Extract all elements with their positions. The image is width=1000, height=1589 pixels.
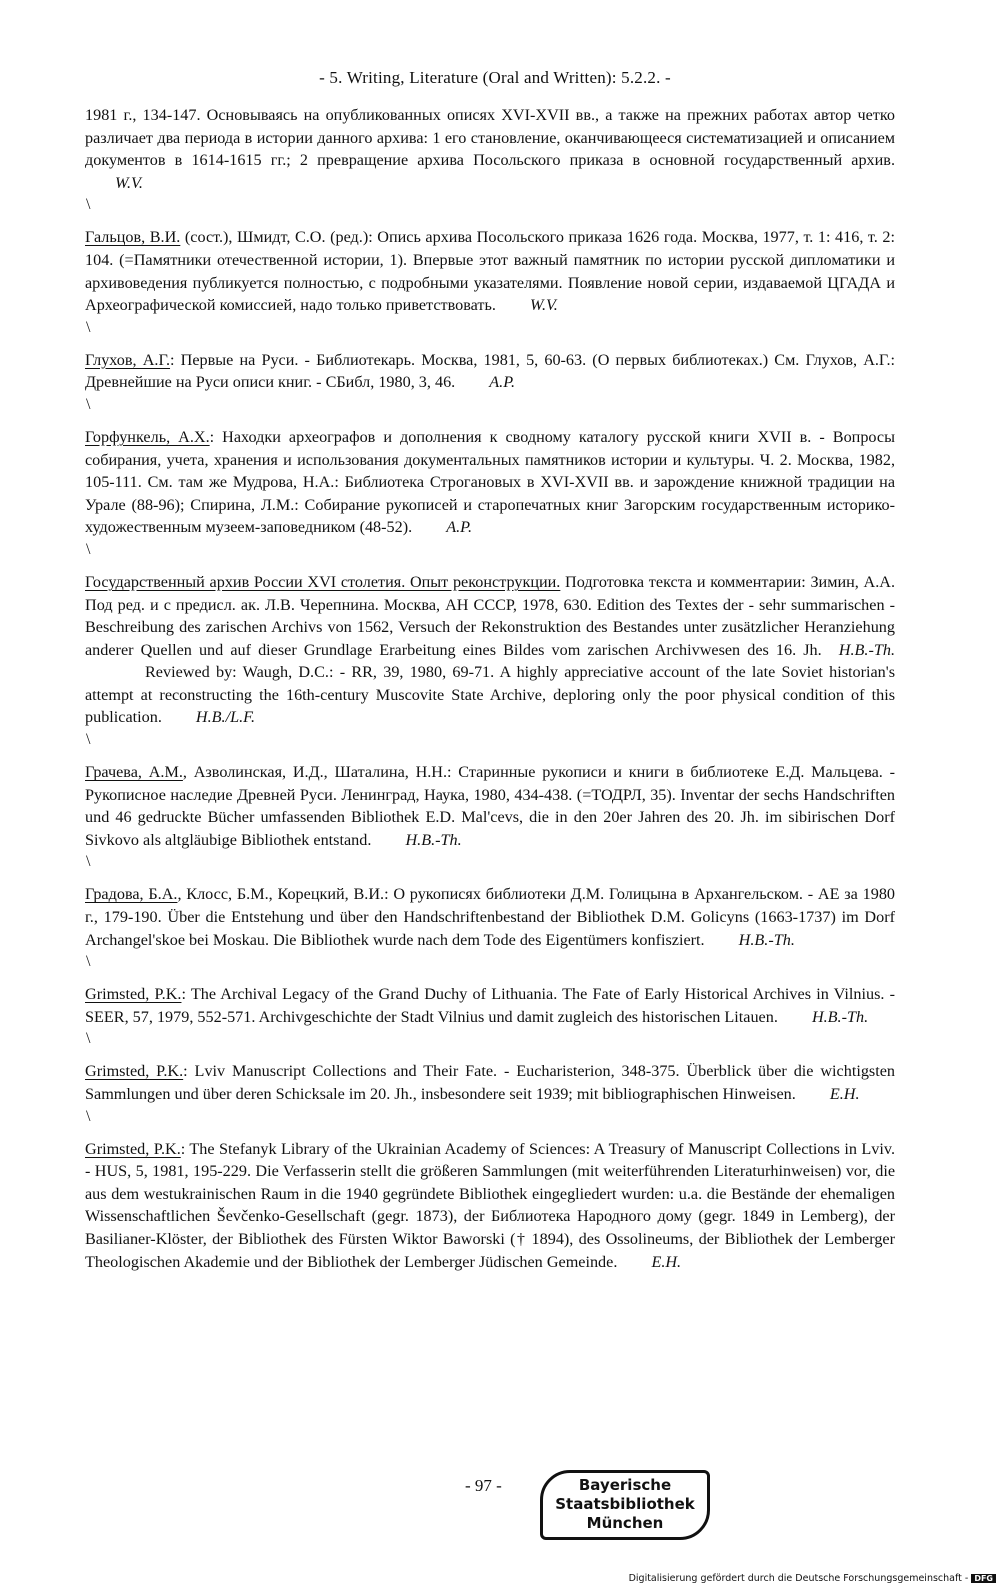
page-body xyxy=(85,68,895,1273)
entry-text: : The Archival Legacy of the Grand Duchy of Lithuania. The Fate of Early Historical Archives in Vilnius. - SEER, 57, 1979, 552-571. Archivgeschichte der Stadt Vilnius und damit zugleich des historischen Litauen. xyxy=(85,985,895,1026)
reviewer-initials: E.H. xyxy=(829,1085,860,1103)
entry-text: : Первые на Руси. - Библиотекарь. Москва, 1981, 5, 60-63. (О первых библиотеках.) См. Глухов, А.Г.: Древнейшие на Руси описи книг. - СБибл, 1980, 3, 46. xyxy=(85,350,896,392)
entry-author: Грачева, А.М. xyxy=(85,763,183,782)
reviewer-initials: H.B.-Th. xyxy=(811,1007,869,1026)
entry-author: Глухов, А.Г. xyxy=(85,350,171,369)
entry-text: Подготовка текста и комментарии: Зимин, А.А. Под ред. и с предисл. ак. Л.В. Черепнина. Москва, АН СССР, 1978, 630. Edition des Textes der - sehr summarischen - Beschreibung des zarischen Archivs von 1562, Versuch der Rekonstruktion des Bestandes unter zusätzlicher Heranziehung anderer Quellen und auf dieser Grundlage Erarbeitung eines Bildes vom zarischen Archivwesen des 16. Jh. xyxy=(85,572,895,659)
entry-separator: \ xyxy=(86,731,91,749)
entry-text: : The Stefanyk Library of the Ukrainian Academy of Sciences: A Treasury of Manuscript Collections in Lviv. - HUS, 5, 1981, 195-229. Die Verfasserin stellt die größeren Sammlungen (mit weiterführenden Literaturhinweisen) vor, die aus dem westukrainischen Raum in die 1940 gegründete Bibliothek eingegliedert wurden: u.a. die Bestände der ehemaligen Wissenschaftlichen Ševčenko-Gesellschaft (gegr. 1873), der Библиотека Народного дому (gegr. 1849 in Lemberg), der Basilianer-Klöster, der Bibliothek des Fürsten Wiktor Baworski († 1894), des Ossolineums, der Bibliothek der Lemberger Theologischen Akademie und der Bibliothek der Lemberger Jüdischen Gemeinde. xyxy=(85,1139,895,1271)
bibliography-entry xyxy=(85,426,895,539)
page-number: - 97 - xyxy=(465,1476,502,1495)
entry-separator: \ xyxy=(86,853,91,871)
entry-text: : Lviv Manuscript Collections and Their Fate. - Eucharisterion, 348-375. Überblick über die wichtigsten Sammlungen und über deren Schicksale im 20. Jh., insbesondere seit 1939; mit bibliographischen Hinweisen. xyxy=(85,1062,895,1103)
bibliography-entry xyxy=(85,226,895,316)
running-head: - 5. Writing, Literature (Oral and Written): 5.2.2. - xyxy=(319,68,671,87)
bibliography-entry xyxy=(85,983,895,1028)
entry-text: 1981 г., 134-147. Основываясь на опубликованных описях XVI-XVII вв., а также на прежних работах автор четко различает два периода в истории данного архива: 1 его становление, оканчивающееся систематизацией и описанием документов в 1614-1615 гг.; 2 превращение архива Посольского приказа в основной государственный архив. xyxy=(85,106,895,170)
entry-separator: \ xyxy=(86,953,91,971)
stamp-line: Bayerische xyxy=(578,1476,672,1494)
bibliography-entry xyxy=(85,104,895,194)
library-stamp xyxy=(540,1470,710,1540)
dfg-logo: DFG xyxy=(971,1574,996,1583)
entry-title: Государственный архив России XVI столетия. Опыт реконструкции. xyxy=(85,572,561,591)
reviewer-initials: W.V. xyxy=(529,296,558,315)
entry-separator: \ xyxy=(86,540,91,558)
reviewer-initials: A.P. xyxy=(489,373,516,392)
digitization-text: Digitalisierung gefördert durch die Deutsche Forschungsgemeinschaft - xyxy=(628,1573,969,1584)
review-initials: H.B./L.F. xyxy=(195,708,255,727)
entry-author: Градова, Б.А. xyxy=(85,885,178,904)
entry-separator: \ xyxy=(86,196,91,214)
reviewer-initials: H.B.-Th. xyxy=(838,640,895,659)
entry-text: : Находки археографов и дополнения к сводному каталогу русской книги XVII в. - Вопросы собирания, учета, хранения и использования документальных памятников истории и культуры. Ч. 2. Москва, 1982, 105-111. См. там же Мудрова, Н.А.: Библиотека Строгановых в XVI-XVII вв. и зарождение книжной традиции на Урале (88-96); Спирина, Л.М.: Собирание рукописей и старопечатных книг Загорским государственным историко-художественным музеем-заповедником (48-52). xyxy=(85,427,895,537)
bibliography-entry xyxy=(85,761,895,851)
entry-separator: \ xyxy=(86,318,91,336)
reviewer-initials: H.B.-Th. xyxy=(738,930,795,949)
entry-author: Grimsted, P.K. xyxy=(85,1139,181,1158)
stamp-line: Staatsbibliothek xyxy=(555,1495,695,1513)
digitization-note xyxy=(629,1573,996,1584)
entry-author: Grimsted, P.K. xyxy=(85,985,182,1004)
entry-text: , Клосс, Б.М., Корецкий, В.И.: О рукописях библиотеки Д.М. Голицына в Архангельском. - АЕ за 1980 г., 179-190. Über die Entstehung und über den Handschriftenbestand der Bibliothek D.M. Golicyns (1663-1737) im Dorf Archangel'skoe bei Moskau. Die Bibliothek wurde nach dem Tode des Eigentümers konfisziert. xyxy=(85,885,896,949)
bibliography-entry xyxy=(85,1060,895,1105)
entry-text: , Азволинская, И.Д., Шаталина, Н.Н.: Старинные рукописи и книги в библиотеке Е.Д. Мальцева. - Рукописное наследие Древней Руси. Ленинград, Наука, 1980, 434-438. (=ТОДРЛ, 35). Inventar der sechs Handschriften und 46 gedruckte Bücher umfassenden Bibliothek E.D. Mal'cevs, die in den 20er Jahren des 20. Jh. im sibirischen Dorf Sivkovo als altgläubige Bibliothek entstand. xyxy=(85,763,896,849)
page-footer xyxy=(0,1470,1000,1530)
reviewer-initials: H.B.-Th. xyxy=(405,830,462,849)
reviewer-initials: W.V. xyxy=(115,173,143,192)
entry-separator: \ xyxy=(86,395,91,413)
review-text: Reviewed by: Waugh, D.C.: - RR, 39, 1980, 69-71. A highly appreciative account of the late Soviet historian's attempt at reconstructing the 16th-century Muscovite State Archive, deploring only the poor physical condition of this publication. xyxy=(85,663,895,727)
entry-separator: \ xyxy=(86,1030,91,1048)
bibliography-entry xyxy=(85,883,895,951)
reviewer-initials: E.H. xyxy=(651,1252,682,1271)
bibliography-entry xyxy=(85,1138,895,1274)
reviewer-initials: A.P. xyxy=(446,518,473,537)
bibliography-entry xyxy=(85,571,895,729)
entry-separator: \ xyxy=(86,1107,91,1125)
bibliography-entry xyxy=(85,349,895,394)
entry-author: Горфункель, А.Х. xyxy=(85,427,210,446)
entry-text: (сост.), Шмидт, С.О. (ред.): Опись архива Посольского приказа 1626 года. Москва, 1977, т. 1: 416, т. 2: 104. (=Памятники отечественной истории, 1). Впервые этот важный памятник по истории русской дипломатики и архивоведения публикуется полностью, с подробными указателями. Появление новой серии, издаваемой ЦГАДА и Археографической комиссией, надо только приветствовать. xyxy=(85,228,895,315)
entry-author: Гальцов, В.И. xyxy=(85,228,181,247)
entry-author: Grimsted, P.K. xyxy=(85,1062,184,1081)
stamp-line: München xyxy=(586,1514,664,1532)
